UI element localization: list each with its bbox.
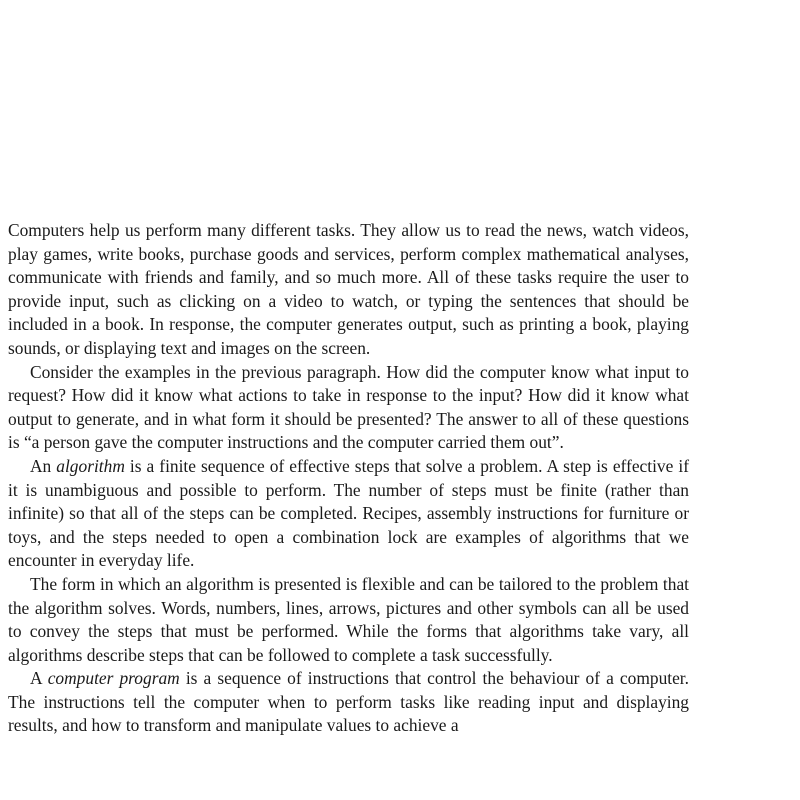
paragraph-algorithm-definition <box>8 455 689 573</box>
paragraph-text: The form in which an algorithm is presented is flexible and can be tailored to the problem that the algorithm solves. Words, numbers, lines, arrows, pictures and other symbols can all be used to convey the steps that must be performed. While the forms that algorithms take vary, all algorithms describe steps that can be followed to complete a task successfully. <box>8 573 689 665</box>
paragraph-text-before: A <box>30 668 48 689</box>
paragraph-text-after: is a sequence of instructions that control the behaviour of a computer. The instructions tell the computer when to perform tasks like reading input and displaying results, and how to transform and manipulate values to achieve a <box>8 668 689 736</box>
paragraph-algorithm-form <box>8 573 689 667</box>
paragraph-consider-examples <box>8 361 689 455</box>
paragraph-text: Computers help us perform many different tasks. They allow us to read the news, watch videos, play games, write books, purchase goods and services, perform complex mathematical analyses, communicate with friends and family, and so much more. All of these tasks require the user to provide input, such as clicking on a video to watch, or typing the sentences that should be included in a book. In response, the computer generates output, such as printing a book, playing sounds, or displaying text and images on the screen. <box>8 220 689 358</box>
term-computer-program: computer program <box>47 668 180 689</box>
document-body <box>8 219 689 738</box>
term-algorithm: algorithm <box>56 455 125 476</box>
paragraph-text: Consider the examples in the previous paragraph. How did the computer know what input to request? How did it know what actions to take in response to the input? How did it know what output to generate, and in what form it should be presented? The answer to all of these questions is “a person gave the computer instructions and the computer carried them out”. <box>8 361 689 453</box>
paragraph-computers-help <box>8 219 689 361</box>
paragraph-text-after: is a finite sequence of effective steps that solve a problem. A step is effective if it is unambiguous and possible to perform. The number of steps must be finite (rather than infinite) so that all of the steps can be completed. Recipes, assembly instructions for furniture or toys, and the steps needed to open a combination lock are examples of algorithms that we encounter in everyday life. <box>8 455 689 571</box>
paragraph-computer-program <box>8 667 689 738</box>
paragraph-text-before: An <box>30 455 57 476</box>
